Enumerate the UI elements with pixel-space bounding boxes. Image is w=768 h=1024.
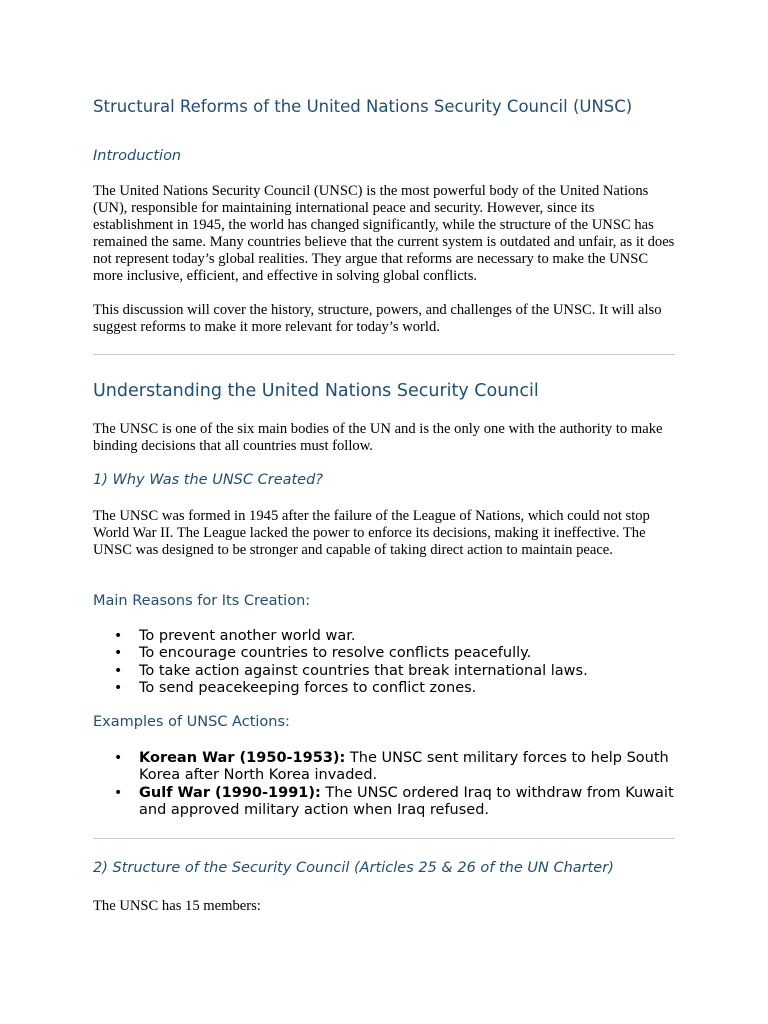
structure-heading: 2) Structure of the Security Council (Articles 25 & 26 of the UN Charter) xyxy=(93,860,614,876)
why-created-heading: 1) Why Was the UNSC Created? xyxy=(93,472,324,488)
introduction-paragraph-2: This discussion will cover the history, structure, powers, and challenges of the UNSC. It will also suggest reforms to make it more relevant for today’s world. xyxy=(93,302,662,335)
list-item: • To prevent another world war. xyxy=(114,628,356,644)
reasons-list xyxy=(93,628,675,697)
bullet-icon: • xyxy=(114,679,123,696)
bullet-icon: • xyxy=(114,662,123,679)
bullet-icon: • xyxy=(114,645,123,662)
bullet-icon: • xyxy=(114,784,123,801)
example-text: The UNSC sent military forces to help South Korea after North Korea invaded. xyxy=(139,750,669,784)
list-item: • To take action against countries that break international laws. xyxy=(114,662,588,679)
list-item xyxy=(93,785,675,820)
introduction-paragraph-1: The United Nations Security Council (UNSC) is the most powerful body of the United Nations (UN), responsible for maintaining international peace and security. However, since its establishment in 1945, the world has changed significantly, while the structure of the UNSC has remained the same. Many countries believe that the current system is outdated and unfair, as it does not represent today’s global realities. They argue that reforms are necessary to make the UNSC more inclusive, efficient, and effective in solving global conflicts. xyxy=(93,183,675,284)
example-text: The UNSC ordered Iraq to withdraw from Kuwait and approved military action when Iraq refused. xyxy=(139,784,674,818)
why-created-paragraph: The UNSC was formed in 1945 after the failure of the League of Nations, which could not stop World War II. The League lacked the power to enforce its decisions, making it ineffective. The UNSC was designed to be stronger and capable of taking direct action to maintain peace. xyxy=(93,508,650,558)
examples-heading: Examples of UNSC Actions: xyxy=(93,714,290,730)
reasons-heading: Main Reasons for Its Creation: xyxy=(93,593,311,609)
understanding-heading: Understanding the United Nations Security Council xyxy=(93,381,539,401)
document-title: Structural Reforms of the United Nations Security Council (UNSC) xyxy=(93,97,633,116)
examples-list xyxy=(93,750,675,819)
list-item: • To send peacekeeping forces to conflict zones. xyxy=(114,679,477,696)
section-divider xyxy=(93,838,675,839)
understanding-paragraph: The UNSC is one of the six main bodies of the UN and is the only one with the authority to make binding decisions that all countries must follow. xyxy=(93,421,663,454)
structure-paragraph: The UNSC has 15 members: xyxy=(93,898,261,914)
bullet-icon: • xyxy=(114,628,123,644)
example-label: Korean War (1950-1953): xyxy=(139,750,346,766)
introduction-heading: Introduction xyxy=(93,148,182,164)
section-divider xyxy=(93,354,675,355)
list-item xyxy=(93,750,675,785)
bullet-icon: • xyxy=(114,750,123,766)
list-item: • To encourage countries to resolve conflicts peacefully. xyxy=(114,645,532,662)
example-label: Gulf War (1990-1991): xyxy=(139,784,321,801)
